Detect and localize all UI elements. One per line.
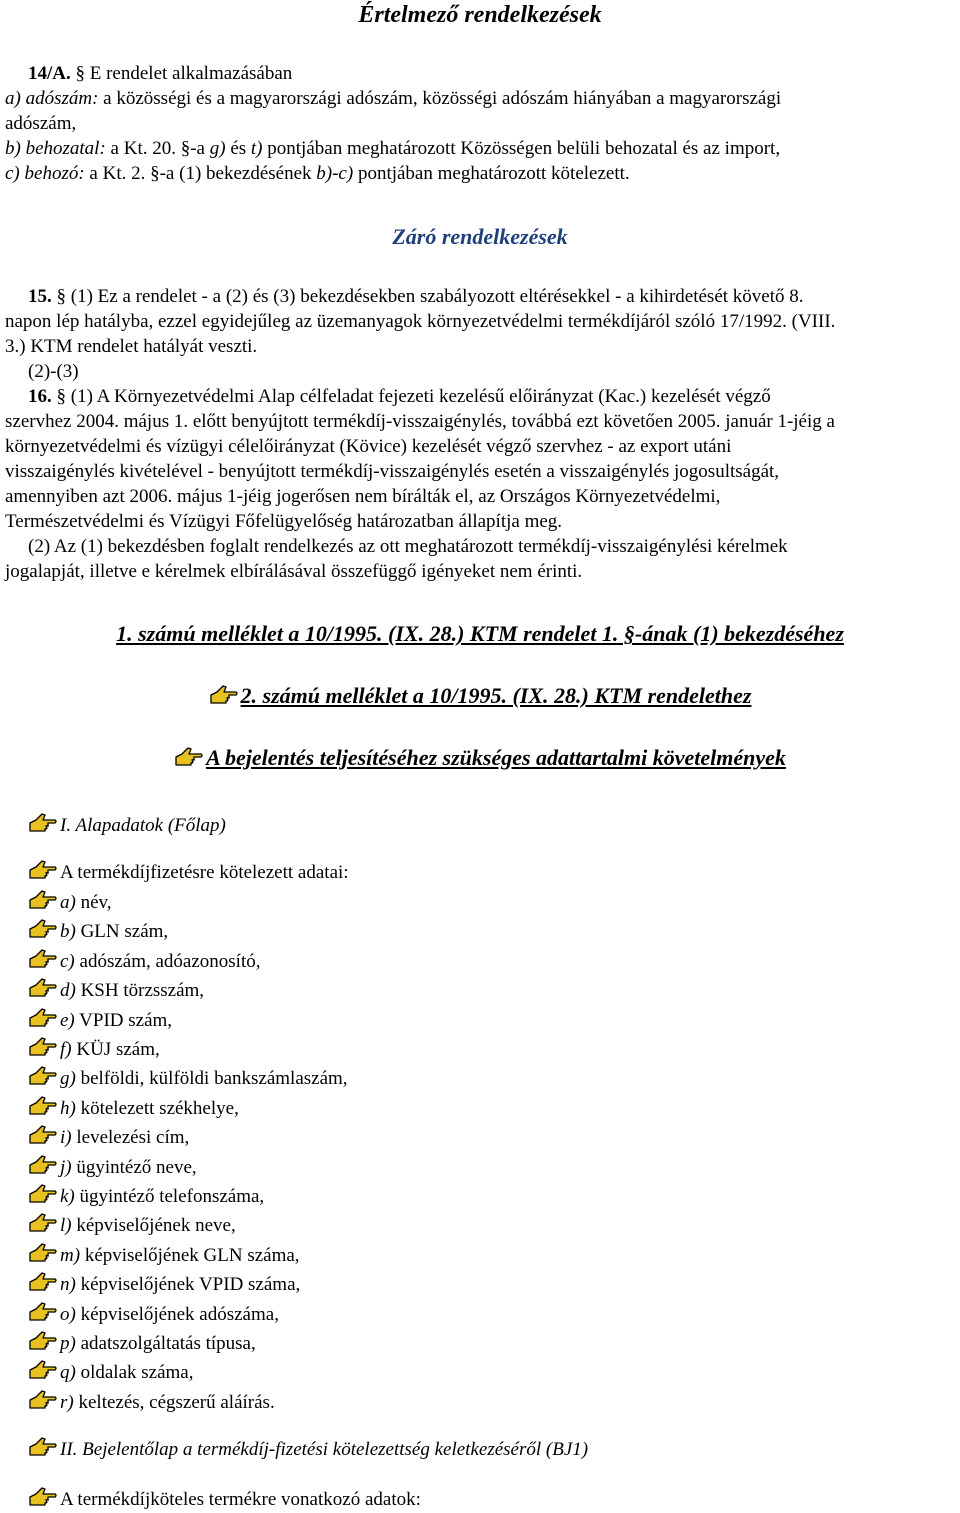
- pointing-hand-icon: [28, 1388, 58, 1412]
- list-item-text: név,: [75, 892, 112, 913]
- pointing-hand-icon: [28, 1358, 58, 1382]
- pointing-hand-icon: [28, 1300, 58, 1324]
- annex2-row: [0, 683, 960, 710]
- pointing-hand-icon: [28, 888, 58, 912]
- list-item: [28, 976, 204, 1004]
- p16-line5: amennyiben azt 2006. május 1-jéig jogerősen nem bírálták el, az Országos Környezetvédelmi,: [5, 486, 721, 507]
- list-item-text: ügyintéző neve,: [71, 1156, 197, 1178]
- pointing-hand-icon: [28, 811, 58, 835]
- pointing-hand-icon: [28, 1182, 58, 1206]
- list-item-label: q): [60, 1362, 76, 1384]
- list-item-label: p): [60, 1333, 76, 1354]
- p14-line2: a) adószám: a közösségi és a magyarországi adószám, közösségi adószám hiányában a magyarországi: [5, 88, 782, 109]
- list-item-label: h): [60, 1097, 76, 1119]
- p16-line3: környezetvédelmi és vízügyi célelőirányzat (Kövice) kezelését végző szervhez - az export utáni: [5, 436, 732, 457]
- list-item-text: KÜJ szám,: [71, 1039, 160, 1060]
- pointing-hand-icon: [28, 1153, 58, 1177]
- p16-line1: 16. § (1) A Környezetvédelmi Alap célfeladat fejezeti kezelésű előirányzat (Kac.) kezelését végző: [28, 386, 771, 407]
- list-item-text: VPID szám,: [74, 1009, 173, 1031]
- pointing-hand-icon: [28, 1094, 58, 1118]
- list-item-text: ügyintéző telefonszáma,: [74, 1186, 265, 1207]
- p14-line3: adószám,: [5, 113, 77, 134]
- pointing-hand-icon: [174, 745, 204, 769]
- p15-line2: napon lép hatályba, ezzel egyidejűleg az üzemanyagok környezetvédelmi termékdíjáról szóló 17/1992. (VIII.: [5, 311, 836, 332]
- pointing-hand-icon: [28, 1270, 58, 1294]
- list-item: [28, 947, 261, 975]
- list-item: [28, 1123, 189, 1151]
- pointing-hand-icon: [28, 947, 58, 971]
- list-item-text: képviselőjének neve,: [71, 1215, 236, 1237]
- list-item-text: oldalak száma,: [75, 1362, 194, 1384]
- list-item: [28, 1358, 193, 1386]
- p16-line4: visszaigénylés kivételével - benyújtott termékdíj-visszaigénylés esetén a visszaigénylés jogosultságát,: [5, 461, 780, 482]
- list-item-text: KSH törzsszám,: [75, 980, 205, 1002]
- list-item: [28, 1153, 197, 1181]
- list-item: [28, 1006, 172, 1034]
- p15-line4: (2)-(3): [28, 361, 79, 382]
- list-item-label: k): [60, 1186, 75, 1207]
- list-item: [28, 917, 168, 945]
- pointing-hand-icon: [28, 1329, 58, 1353]
- list-item-label: r): [60, 1391, 74, 1413]
- p16-line2: szervhez 2004. május 1. előtt benyújtott termékdíj-visszaigénylés, továbbá ezt követően 2005. január 1-jéig a: [5, 411, 835, 432]
- obligor-title-row: [28, 858, 349, 886]
- section2-row: [28, 1435, 588, 1463]
- p14-line4: b) behozatal: a Kt. 20. §-a g) és t) pontjában meghatározott Közösségen belüli behozatal és az import,: [5, 138, 781, 159]
- list-item-text: adószám, adóazonosító,: [74, 950, 261, 972]
- list-item-text: adatszolgáltatás típusa,: [75, 1333, 256, 1354]
- list-item: [28, 1035, 160, 1063]
- product-title: A termékdíjköteles termékre vonatkozó adatok:: [60, 1489, 421, 1510]
- list-item-text: kötelezett székhelye,: [75, 1097, 239, 1119]
- pointing-hand-icon: [28, 917, 58, 941]
- heading-ertelmezo: Értelmező rendelkezések: [358, 2, 602, 28]
- list-item-label: o): [60, 1303, 76, 1325]
- list-item: [28, 1388, 275, 1416]
- list-item-text: belföldi, külföldi bankszámlaszám,: [75, 1068, 348, 1090]
- list-item-label: j): [60, 1156, 72, 1178]
- p16-line8: jogalapját, illetve e kérelmek elbírálásával összefüggő igényeket nem érinti.: [5, 561, 583, 582]
- list-item-text: képviselőjének adószáma,: [75, 1303, 279, 1325]
- p14-line1: 14/A. § E rendelet alkalmazásában: [28, 63, 293, 84]
- section1-row: [28, 811, 226, 839]
- list-item-text: képviselőjének VPID száma,: [75, 1274, 301, 1296]
- list-item-label: e): [60, 1009, 75, 1031]
- heading-zaro: Záró rendelkezések: [392, 224, 568, 249]
- list-item: [28, 1182, 264, 1210]
- list-item-label: n): [60, 1274, 76, 1296]
- annex2-link[interactable]: 2. számú melléklet a 10/1995. (IX. 28.) KTM rendelethez: [240, 683, 752, 708]
- p14-line5: c) behozó: a Kt. 2. §-a (1) bekezdésének b)-c) pontjában meghatározott kötelezett.: [5, 163, 630, 184]
- list-item-label: m): [60, 1244, 81, 1266]
- list-item: [28, 1241, 300, 1269]
- pointing-hand-icon: [28, 1211, 58, 1235]
- p15-line1: 15. § (1) Ez a rendelet - a (2) és (3) bekezdésekben szabályozott eltérésekkel - a kihirdetését követő 8.: [28, 286, 804, 307]
- annex2-title-row: [0, 745, 960, 772]
- list-item-label: c): [60, 950, 75, 972]
- list-item-label: a): [60, 892, 76, 913]
- list-item: [28, 1211, 236, 1239]
- obligor-title: A termékdíjfizetésre kötelezett adatai:: [60, 862, 349, 883]
- list-item: [28, 1329, 256, 1357]
- annex1-link[interactable]: 1. számú melléklet a 10/1995. (IX. 28.) KTM rendelet 1. §-ának (1) bekezdéséhez: [116, 621, 844, 646]
- pointing-hand-icon: [28, 1006, 58, 1030]
- p15-line3: 3.) KTM rendelet hatályát veszti.: [5, 336, 258, 357]
- pointing-hand-icon: [28, 1064, 58, 1088]
- pointing-hand-icon: [28, 1241, 58, 1265]
- pointing-hand-icon: [28, 1485, 58, 1509]
- list-item-text: levelezési cím,: [71, 1127, 190, 1149]
- list-item-text: képviselőjének GLN száma,: [80, 1244, 300, 1266]
- p16-line6: Természetvédelmi és Vízügyi Főfelügyelőség határozatban állapítja meg.: [5, 511, 563, 532]
- list-item: [28, 888, 112, 916]
- section2-title: II. Bejelentőlap a termékdíj-fizetési kötelezettség keletkezéséről (BJ1): [60, 1439, 589, 1460]
- section1-title: I. Alapadatok (Főlap): [60, 815, 226, 836]
- annex2-title: A bejelentés teljesítéséhez szükséges adattartalmi követelmények: [206, 745, 786, 770]
- list-item: [28, 1300, 279, 1328]
- list-item-label: l): [60, 1215, 72, 1237]
- list-item-text: keltezés, cégszerű aláírás.: [73, 1391, 275, 1413]
- list-item-text: GLN szám,: [75, 921, 169, 943]
- list-item-label: f): [60, 1039, 72, 1060]
- list-item-label: d): [60, 980, 76, 1002]
- list-item: [28, 1064, 348, 1092]
- p16-line7: (2) Az (1) bekezdésben foglalt rendelkezés az ott meghatározott termékdíj-visszaigénylési kérelmek: [28, 536, 788, 557]
- pointing-hand-icon: [28, 1035, 58, 1059]
- list-item-label: i): [60, 1127, 72, 1149]
- list-item: [28, 1270, 300, 1298]
- pointing-hand-icon: [28, 858, 58, 882]
- list-item: [28, 1094, 239, 1122]
- pointing-hand-icon: [28, 1123, 58, 1147]
- pointing-hand-icon: [209, 683, 239, 707]
- pointing-hand-icon: [28, 976, 58, 1000]
- pointing-hand-icon: [28, 1435, 58, 1459]
- list-item-label: g): [60, 1068, 76, 1090]
- list-item-label: b): [60, 921, 76, 943]
